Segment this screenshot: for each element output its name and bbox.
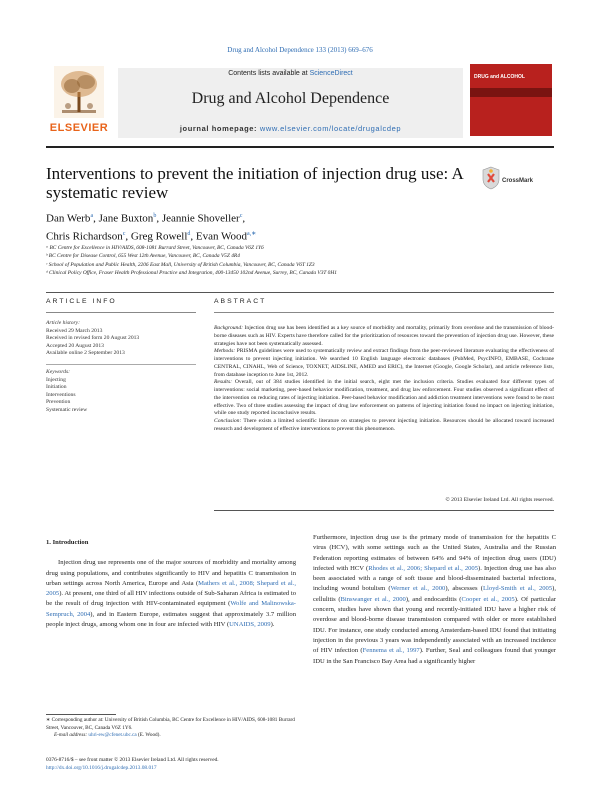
divider [46,312,196,313]
email-link[interactable]: uhri-ew@cfenet.ubc.ca [88,732,137,738]
author[interactable]: Jane Buxton [98,212,154,225]
text: ). [270,621,275,629]
article-info-label: ARTICLE INFO [46,298,117,305]
paragraph [313,533,556,667]
sciencedirect-link[interactable]: ScienceDirect [309,70,353,77]
divider [214,510,554,511]
homepage-link[interactable]: www.elsevier.com/locate/drugalcdep [259,124,402,133]
affiliation: ᵇ BC Centre for Disease Control, 655 West 12th Avenue, Vancouver, BC, Canada V5Z 4R4 [46,253,240,260]
body-right-column [313,533,556,667]
affiliation: ᵃ BC Centre for Excellence in HIV/AIDS, 608-1081 Burrard Street, Vancouver, BC, Canada V6Z 1Y6 [46,245,264,251]
publisher-logo[interactable] [46,62,112,140]
keyword: Injecting [46,376,66,383]
journal-cover[interactable] [470,64,552,136]
author[interactable]: Evan Wood [195,230,248,243]
elsevier-tree-icon [54,66,104,118]
author[interactable]: Jeannie Shoveller [161,212,240,225]
divider [46,292,554,293]
affiliation: ᵈ Clinical Policy Office, Fraser Health Professional Practice and Integration, 400-13450 102nd Avenue, Surrey, BC, Canada V3T 0H1 [46,269,337,276]
citation-link[interactable]: Werner et al., 2000 [390,585,446,593]
abstract-results-label: Results: [214,379,233,386]
citation-link[interactable]: Mathers et al., 2008; Shepard et al., 2005 [46,579,296,598]
history-label: Article history: [46,320,81,326]
citation-link[interactable]: Wolfe and Malinowska-Sempruch, 2004 [46,600,296,618]
author-sup[interactable]: c [239,213,243,219]
citation-link[interactable]: Lloyd-Smith et al., 2005 [482,585,553,593]
email-name: (E. Wood). [136,732,161,738]
divider [214,312,554,313]
abstract-background: Injection drug use has been identified as a key source of morbidity and mortality, primarily from overdose and the transmission of blood-borne diseases such as HIV. Experts have therefore called for the prioritization of resources toward the prevention of injection drug use. However, these strategies have not been systematically assessed. [214,325,555,347]
author[interactable]: Greg Rowell [130,230,188,243]
history-item: Received 29 March 2013 [46,327,103,334]
contents-line [118,70,463,77]
article-info [46,320,191,415]
author-list: Dan Werb$^a$, Jane Buxton$^b$, Jeannie Shoveller$^c$, Chris Richardson$^c$, Greg Rowell$^d$, Evan Wood$^{a,∗}$ [46,212,257,243]
author-sup[interactable]: a [90,213,94,219]
text: ). Of particular concern, studies have shown that young and recently-initiated IDU have a higher risk of overdose and blood-borne disease transmission compared with older or more established IDU. For instance, one study conducted among Amsterdam-based IDU found that initiating injection in the previous 3 years was independently associated with an increased incidence of HIV infection ( [313,595,556,655]
copyright: © 2013 Elsevier Ireland Ltd. All rights reserved. [445,497,554,503]
text: ), and in Eastern Europe, estimates suggest that approximately 3.7 million people inject drugs, among whom one in four are infected with HIV ( [46,610,296,629]
citation-link[interactable]: Fennema et al., 1997 [362,647,420,655]
abstract-label: ABSTRACT [214,298,267,305]
author-sup[interactable]: c [122,230,126,237]
affiliation: ᶜ School of Population and Public Health, 2206 East Mall, University of British Columbia, Vancouver, BC, Canada V6T 1Z3 [46,261,315,268]
email-line [46,732,296,740]
history-item: Received in revised form 20 August 2013 [46,335,140,342]
history-item: Available online 2 September 2013 [46,350,125,357]
paragraph [46,558,296,630]
author[interactable]: Dan Werb [46,212,91,225]
abstract-text [214,325,554,434]
divider [46,364,196,365]
history-item: Accepted 20 August 2013 [46,342,104,349]
keywords-label: Keywords: [46,368,71,375]
issn-line: 0376-8716/$ – see front matter © 2013 Elsevier Ireland Ltd. All rights reserved. [46,757,219,763]
journal-title: Drug and Alcohol Dependence [191,90,390,107]
affiliations [46,244,556,277]
keyword: Prevention [46,399,71,406]
author-sup[interactable]: b [153,213,157,219]
author-sup[interactable]: a,∗ [247,230,257,237]
text: Injection drug use represents one of the major sources of morbidity and mortality among drug using populations, and contributes significantly to HIV and hepatitis C transmission in urban settings across North America, Europe and Asia ( [46,559,296,587]
text: ), and endocarditis ( [405,595,462,603]
keyword: Systematic review [46,406,88,413]
homepage-label: journal homepage: [179,124,260,133]
article-title: Interventions to prevent the initiation of injection drug use: A systematic review [46,164,463,202]
text: ), abscesses ( [445,585,483,593]
text: ). At present, one third of all HIV infections outside of Sub-Saharan Africa is estimated to be the result of drug injection with HIV-contaminated equipment ( [46,590,296,608]
citation-link[interactable]: Binswanger et al., 2000 [340,595,406,603]
publisher-name: ELSEVIER [49,122,109,134]
contents-prefix: Contents lists available at [228,70,310,77]
doi-link[interactable]: http://dx.doi.org/10.1016/j.drugalcdep.2013.08.017 [46,764,157,771]
text: Furthermore, injection drug use is the primary mode of transmission for the hepatitis C virus (HCV), with some settings such as the United States, Australia and the Russian Federation reporting estimates of between 64% and 94% of injection drug users (IDU) infected with HCV ( [313,534,556,572]
citation-link[interactable]: Rhodes et al., 2006; Shepard et al., 2005 [368,564,479,572]
cover-band [470,88,552,97]
abstract-results: Overall, out of 384 studies identified in the initial search, eight met the inclusion criteria. Studies evaluated four different types of interventions: social marketing, peer-based behavior modification, treatment, and drug law enforcement. Four studies observed a significant effect of the intervention on reducing rates of injecting initiation. Peer-based behavior modification and addiction treatment interventions were found to be most effective. Two of three studies assessing the impact of drug law enforcement on patterns of injecting initiation found no impact on injecting initiation, while one study reported inconclusive results. [214,379,554,417]
bottom-info [46,757,346,772]
keyword: Initiation [46,384,67,391]
cover-title: DRUG and ALCOHOL [474,74,525,80]
section-heading: 1. Introduction [46,539,89,546]
keyword: Interventions [46,391,76,398]
text: ). Further, Seal and colleagues found that younger IDU in the San Francisco Bay Area had a significantly higher [313,647,557,665]
abstract-background-label: Background: [214,325,243,331]
footnotes [46,717,296,740]
email-label: E-mail address: [54,732,89,738]
citation-link[interactable]: UNAIDS, 2009 [229,621,271,629]
body-left-column [46,538,296,630]
author[interactable]: Chris Richardson [46,230,123,243]
crossmark-label: CrossMark [502,178,534,184]
abstract-methods-label: Methods: [214,348,236,355]
running-head[interactable]: Drug and Alcohol Dependence 133 (2013) 669–676 [227,46,373,54]
text: ), cellulitis ( [313,585,556,603]
crossmark-icon [482,166,500,190]
journal-homepage [118,124,463,133]
crossmark-badge[interactable] [482,166,552,196]
text: ). Injection drug use has also been associated with a range of soft tissue and blood-disseminated bacterial infections, including wound botulism ( [313,564,556,593]
abstract-conclusion: There exists a limited scientific literature on strategies to prevent injecting initiation. Resources should be allocated toward increased research and development of effective interventions to prevent this phenomenon. [214,418,554,432]
abstract-conclusion-label: Conclusion: [214,418,242,424]
abstract-methods: PRISMA guidelines were used to systematically review and extract findings from the peer-reviewed literature evaluating the effectiveness of interventions to prevent injecting initiation. We searched 10 English language electronic databases (PubMed, PsycINFO, EMBASE, Cochrane CENTRAL, CINAHL, Web of Science, TOXNET, AIDSLINE, AMED and ERIC), the Internet (Google, Google Scholar), and article reference lists, from database inception to June 1st, 2012. [214,348,554,378]
corresponding-author-note: ∗ Corresponding author at: University of British Columbia, BC Centre for Excellence in HIV/AIDS, 608-1081 Burrard Street, Vancouver, BC, Canada V6Z 1Y6. [46,717,295,731]
header-rule [46,146,554,148]
author-sup[interactable]: d [187,230,191,237]
footnote-rule [46,714,116,715]
citation-link[interactable]: Cooper et al., 2005 [461,595,515,603]
